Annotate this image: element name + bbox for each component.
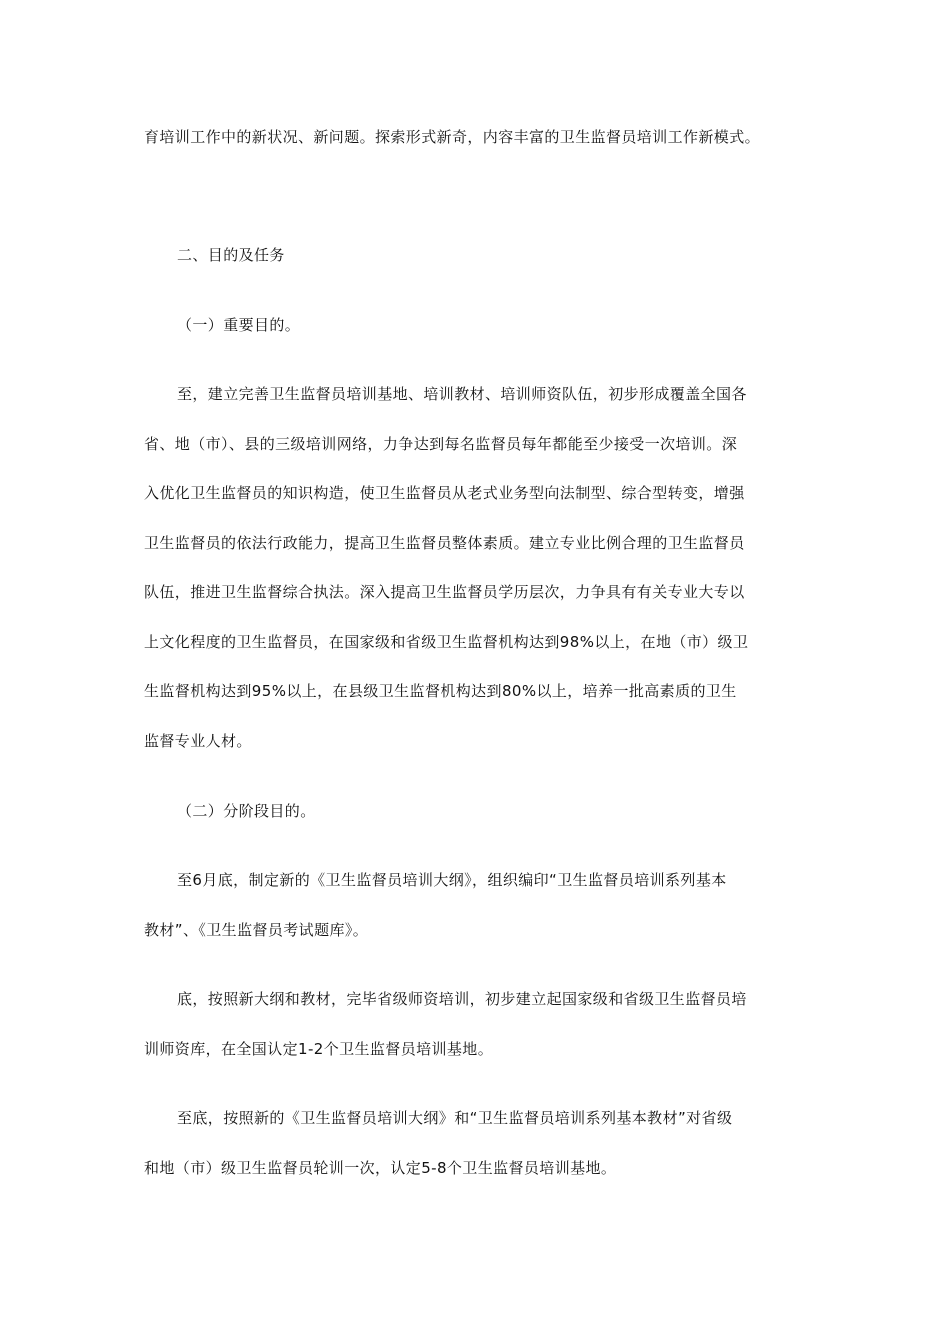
subsection-heading-2 — [144, 787, 814, 837]
text-line: （二）分阶段目的。 — [177, 802, 316, 820]
text-line: 至底，按照新的《卫生监督员培训大纲》和“卫生监督员培训系列基本教材”对省级 — [177, 1109, 733, 1127]
text-line: 训师资库，在全国认定1-2个卫生监督员培训基地。 — [144, 1039, 494, 1058]
stage-paragraph-1 — [144, 856, 814, 955]
text-line: 底，按照新大纲和教材，完毕省级师资培训，初步建立起国家级和省级卫生监督员培 — [177, 990, 747, 1008]
intro-paragraph — [144, 113, 814, 163]
text-line: 卫生监督员的依法行政能力，提高卫生监督员整体素质。建立专业比例合理的卫生监督员 — [144, 533, 745, 552]
text-line: 至，建立完善卫生监督员培训基地、培训教材、培训师资队伍，初步形成覆盖全国各 — [177, 385, 747, 403]
text-line: 生监督机构达到95%以上，在县级卫生监督机构达到80%以上，培养一批高素质的卫生 — [144, 682, 737, 700]
text-line: 至6月底，制定新的《卫生监督员培训大纲》，组织编印“卫生监督员培训系列基本 — [177, 871, 727, 889]
text-line: 入优化卫生监督员的知识构造，使卫生监督员从老式业务型向法制型、综合型转变，增强 — [144, 484, 745, 502]
stage-paragraph-2 — [144, 975, 814, 1074]
text-line: 上文化程度的卫生监督员，在国家级和省级卫生监督机构达到98%以上，在地（市）级卫 — [144, 632, 749, 651]
text-line: 教材”、《卫生监督员考试题库》。 — [144, 920, 369, 939]
text-line: 省、地（市）、县的三级培训网络，力争达到每名监督员每年都能至少接受一次培训。深 — [144, 434, 738, 453]
text-line: 队伍，推进卫生监督综合执法。深入提高卫生监督员学历层次，力争具有有关专业大专以 — [144, 583, 745, 601]
text-line: （一）重要目的。 — [177, 316, 301, 334]
text-line: 育培训工作中的新状况、新问题。探索形式新奇，内容丰富的卫生监督员培训工作新模式。 — [144, 128, 761, 146]
text-line: 和地（市）级卫生监督员轮训一次，认定5-8个卫生监督员培训基地。 — [144, 1158, 617, 1177]
text-line: 监督专业人材。 — [144, 731, 252, 750]
stage-paragraph-3 — [144, 1094, 814, 1193]
text-line: 二、目的及任务 — [177, 246, 285, 264]
section-heading — [144, 231, 814, 281]
goal-paragraph — [144, 370, 814, 766]
subsection-heading-1 — [144, 301, 814, 351]
